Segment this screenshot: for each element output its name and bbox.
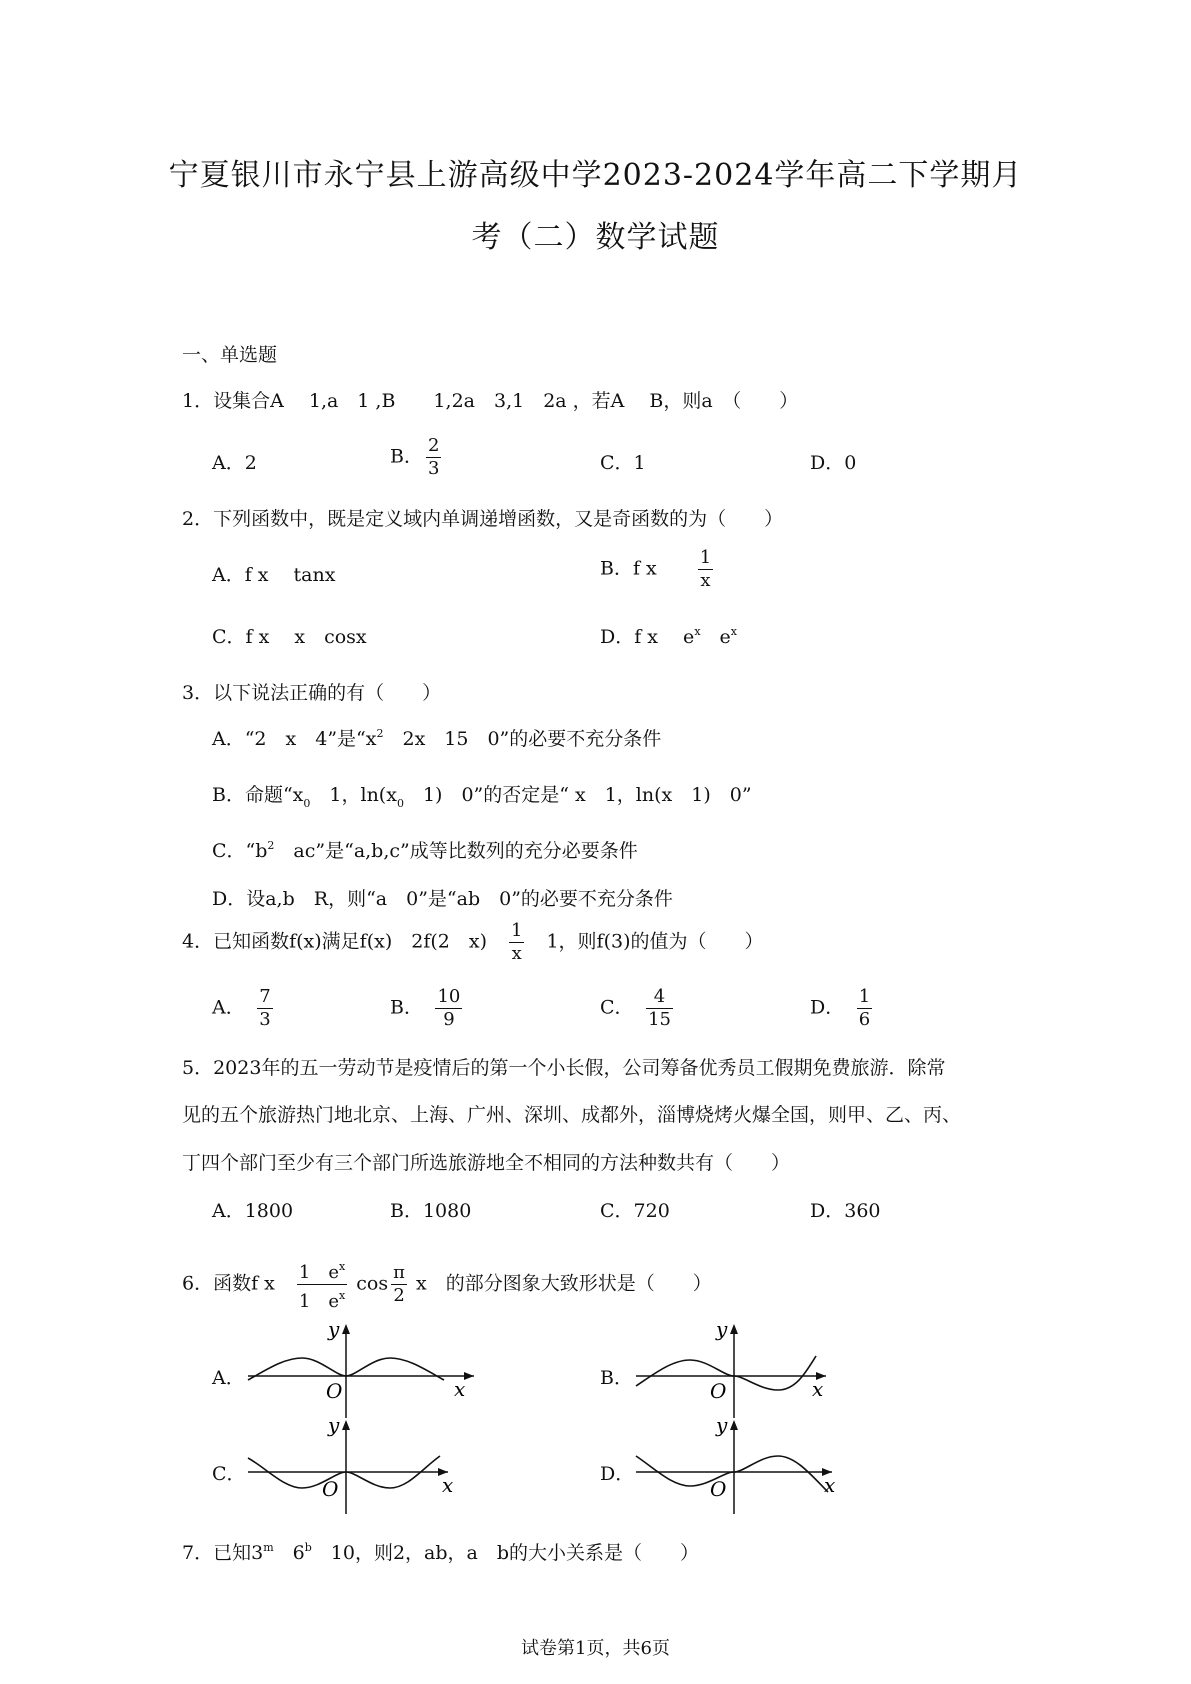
q1-option-c: C．1 [600,452,646,474]
q2-option-b: B．f x $\frac{1}{x}$ [600,547,712,591]
section-heading: 一、单选题 [182,344,278,366]
x-axis-label: x [442,1473,454,1497]
q4-option-c: C． $\frac{4}{15}$ [600,986,671,1030]
origin-label: O [710,1477,727,1501]
q6-graph-a [248,1317,488,1420]
q3-option-d: D．设a,b R，则“a 0”是“ab 0”的必要不充分条件 [212,888,673,910]
x-axis-label: x [824,1473,836,1497]
q5-option-b: B．1080 [390,1200,472,1222]
q6-option-d-label: D． [600,1463,635,1485]
origin-label: O [322,1477,339,1501]
y-axis-label: y [716,1413,728,1437]
q5-option-a: A．1800 [212,1200,294,1222]
q1-option-b: B． $\frac{2}{3}$ [390,435,440,479]
x-axis-label: x [812,1377,824,1401]
q4-option-d: D． $\frac{1}{6}$ [810,986,871,1030]
question-2-stem: 2．下列函数中，既是定义域内单调递增函数，又是奇函数的为（ ） [182,508,784,530]
exam-title-line2: 考（二）数学试题 [471,220,720,255]
question-5-line1: 5．2023年的五一劳动节是疫情后的第一个小长假，公司筹备优秀员工假期免费旅游．除常 [182,1057,946,1079]
x-axis-label: x [454,1377,466,1401]
q4-option-a: A． $\frac{7}{3}$ [212,986,271,1030]
q6-graph-b [636,1317,876,1420]
q6-option-a-label: A． [212,1367,245,1389]
q4-option-b: B． $\frac{10}{9}$ [390,986,461,1030]
origin-label: O [326,1379,343,1403]
y-axis-label: y [716,1317,728,1341]
question-5-line3: 丁四个部门至少有三个部门所选旅游地全不相同的方法种数共有（ ） [182,1152,791,1174]
question-4-stem: 4．已知函数f(x)满足f(x) 2f(2 x) $\frac{1}{x}$ 1，则f(3)的值为（ ） [182,920,764,964]
q3-option-a: A．“2 x 4”是“$x^2$ 2x 15 0”的必要不充分条件 [212,727,662,750]
question-6-stem: 6．函数f x $\frac{1 e^x}{1 e^x}$ cos $\frac{\pi}{2}$ x 的部分图象大致形状是（ ） [182,1256,712,1313]
q5-option-d: D．360 [810,1200,881,1222]
q6-option-b-label: B． [600,1367,633,1389]
y-axis-label: y [328,1413,340,1437]
question-3-stem: 3．以下说法正确的有（ ） [182,682,442,704]
q3-option-b: B．命题“$x_0$ 1，$\ln(x_0$ 1) 0”的否定是“ x 1，ln(x 1) 0” [212,784,752,810]
origin-label: O [710,1379,727,1403]
q6-graph-c [248,1413,488,1516]
page-footer: 试卷第1页，共6页 [521,1638,670,1659]
q2-option-a: A．f x tanx [212,564,336,586]
question-7-stem: 7．已知3$^m$ 6$^b$ 10，则2，ab，a b的大小关系是（ ） [182,1541,700,1564]
q2-option-c: C．f x x cosx [212,626,367,648]
q5-option-c: C．720 [600,1200,670,1222]
question-5-line2: 见的五个旅游热门地北京、上海、广州、深圳、成都外，淄博烧烤火爆全国，则甲、乙、丙、 [182,1104,962,1126]
q1-option-d: D．0 [810,452,857,474]
q3-option-c: C．“$b^2$ ac”是“a,b,c”成等比数列的充分必要条件 [212,839,638,862]
q1-option-a: A．2 [212,452,257,474]
y-axis-label: y [328,1317,340,1341]
question-1-stem: 1．设集合A 1,a 1 ,B 1,2a 3,1 2a ，若A B，则a （ ） [182,390,799,412]
q6-graph-d [636,1413,876,1516]
q2-option-d: D．f x $e^x$ $e^x$ [600,625,737,648]
exam-title-line1: 宁夏银川市永宁县上游高级中学2023-2024学年高二下学期月 [168,158,1023,193]
q6-option-c-label: C． [212,1463,246,1485]
